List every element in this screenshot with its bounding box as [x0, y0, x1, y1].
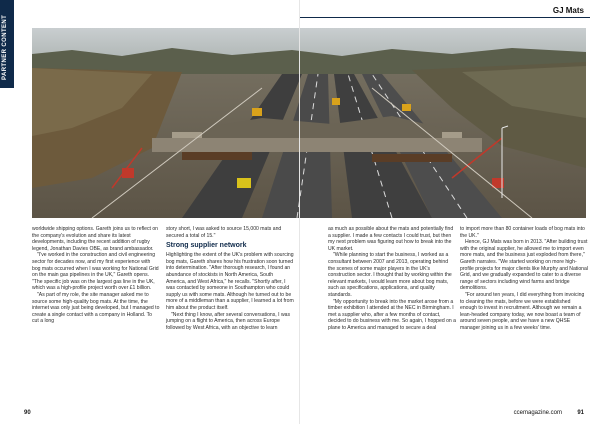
partner-content-tab: [0, 0, 14, 88]
page-number-left: 90: [24, 410, 31, 416]
site-url: ccemagazine.com: [513, 410, 562, 416]
page-gutter: [299, 0, 300, 424]
article-column-4: [460, 226, 588, 332]
paragraph: Highlighting the extent of the UK's problem with sourcing bog mats, Gareth shares how his frustration soon turned into determination. "After thorough research, I found an abundance of stockists in North America, South America, and West Africa," he recalls. "Shortly after, I was contacted by someone in Southampton who could supply us with some mats. Although he turned out to be more of a middleman than a supplier, I learned a lot from him about the product itself.: [166, 252, 294, 311]
article-column-1: [32, 226, 160, 325]
motorway-construction-photo: [32, 28, 586, 218]
section-heading: Strong supplier network: [166, 242, 247, 250]
header-rule: [300, 17, 590, 18]
page-number-right: 91: [577, 410, 584, 416]
article-column-3: [328, 226, 456, 332]
paragraph: Hence, GJ Mats was born in 2013. "After building trust with the original supplier, he allowed me to import even more mats, and the business just exploded from there," Gareth narrates. "We started working on more high-profile projects for major clients like Murphy and National Grid, and we gradually expanded to cater to a diverse range of sectors including wind farms and bridge demolitions.: [460, 239, 588, 292]
paragraph: worldwide shipping options. Gareth joins us to reflect on the company's evolution and share its latest developments, including the recent addition of rugby legend, Jonathan Davies OBE, as brand ambassador.: [32, 226, 158, 252]
paragraph: "My opportunity to break into the market arose from a timber exhibition I attended at the NEC in Birmingham. I met a supplier who, after a few months of contact, decided to do business with me. So again, I hopped on a plane to America and managed to secure a deal: [328, 298, 456, 331]
paragraph: "Next thing I know, after several conversations, I was jumping on a flight to America, then across Europe followed by West Africa, with an objective to learn: [166, 311, 291, 331]
paragraph: to import more than 80 container loads of bog mats into the UK.": [460, 226, 585, 239]
paragraph: "While planning to start the business, I worked as a consultant between 2007 and 2013, operating behind the scenes of some major players in the UK's construction sector. I thought that by working within the relevant markets, I would learn more about bog mats, such as specifications, applications, and quality standards.: [328, 252, 452, 298]
partner-content-label: PARTNER CONTENT: [2, 14, 8, 80]
header-brand: GJ Mats: [552, 6, 584, 15]
paragraph: as much as possible about the mats and potentially find a supplier. I made a few contacts I could trust, but then my next problem was figuring out how to break into the UK market.: [328, 226, 454, 252]
paragraph: "I've worked in the construction and civil engineering sector for decades now, and my first experience with bog mats occurred when I was working for National Grid on the main gas pipelines in the UK," Gareth opens. "The specific job was on the largest gas line in the UK, which was a high-profile project worth over £1 billion.: [32, 252, 159, 292]
paragraph: story short, I was asked to source 15,000 mats and secured a total of 15.": [166, 226, 282, 239]
paragraph: "For around ten years, I did everything from invoicing to cleaning the mats, before we were established enough to invest in recruitment. Although we remain a lean-headed company today, we now boast a team of around seven people, and we have a new QHSE manager joining us in a few weeks' time.: [460, 291, 585, 331]
paragraph: "As part of my role, the site manager asked me to source some high-quality bog mats. At the time, the internet was only just being developed, but I managed to create a single contact with a company in Holland. To cut a long: [32, 291, 160, 325]
article-column-2: [166, 226, 294, 331]
